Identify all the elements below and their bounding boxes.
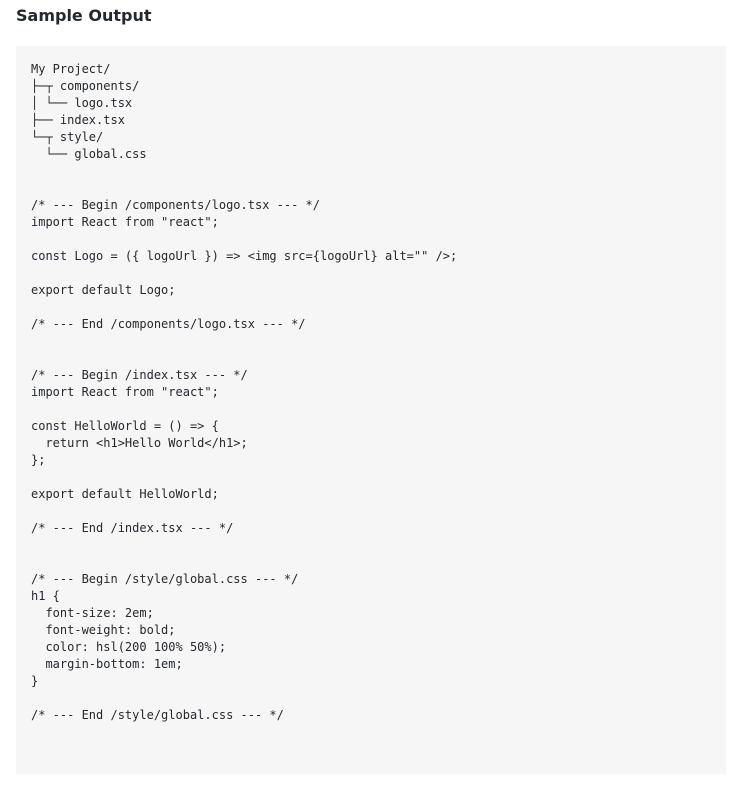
code-content (31, 61, 457, 724)
code-line: h1 { (31, 589, 60, 603)
code-line: │ └── logo.tsx (31, 96, 133, 110)
code-line (31, 265, 457, 282)
code-line (31, 180, 457, 197)
code-line: return <h1>Hello World</h1>; (31, 436, 248, 450)
code-line (31, 350, 457, 367)
code-line (31, 299, 457, 316)
code-line: /* --- Begin /index.tsx --- */ (31, 368, 248, 382)
code-line: /* --- Begin /style/global.css --- */ (31, 572, 299, 586)
code-line: └─┬ style/ (31, 130, 104, 144)
code-line: My Project/ (31, 62, 111, 76)
code-line: const HelloWorld = () => { (31, 419, 219, 433)
code-line: /* --- End /components/logo.tsx --- */ (31, 317, 306, 331)
code-block (16, 46, 726, 774)
code-line (31, 690, 457, 707)
code-line: color: hsl(200 100% 50%); (31, 640, 227, 654)
code-line: font-size: 2em; (31, 606, 154, 620)
section-heading: Sample Output (16, 6, 152, 25)
code-line (31, 401, 457, 418)
code-line: margin-bottom: 1em; (31, 657, 183, 671)
code-line: /* --- Begin /components/logo.tsx --- */ (31, 198, 320, 212)
code-line (31, 554, 457, 571)
code-line: } (31, 674, 39, 688)
code-line: /* --- End /index.tsx --- */ (31, 521, 234, 535)
code-line: ├─┬ components/ (31, 79, 140, 93)
code-line (31, 537, 457, 554)
code-line (31, 469, 457, 486)
code-line (31, 503, 457, 520)
code-line (31, 163, 457, 180)
code-line: import React from "react"; (31, 385, 219, 399)
code-line: }; (31, 453, 46, 467)
code-line (31, 333, 457, 350)
code-line: export default Logo; (31, 283, 176, 297)
code-line: └── global.css (31, 147, 147, 161)
code-line: export default HelloWorld; (31, 487, 219, 501)
code-line: const Logo = ({ logoUrl }) => <img src={logoUrl} alt="" />; (31, 249, 458, 263)
code-line: import React from "react"; (31, 215, 219, 229)
code-line (31, 231, 457, 248)
code-line: font-weight: bold; (31, 623, 176, 637)
code-line: /* --- End /style/global.css --- */ (31, 708, 284, 722)
code-line: ├── index.tsx (31, 113, 125, 127)
